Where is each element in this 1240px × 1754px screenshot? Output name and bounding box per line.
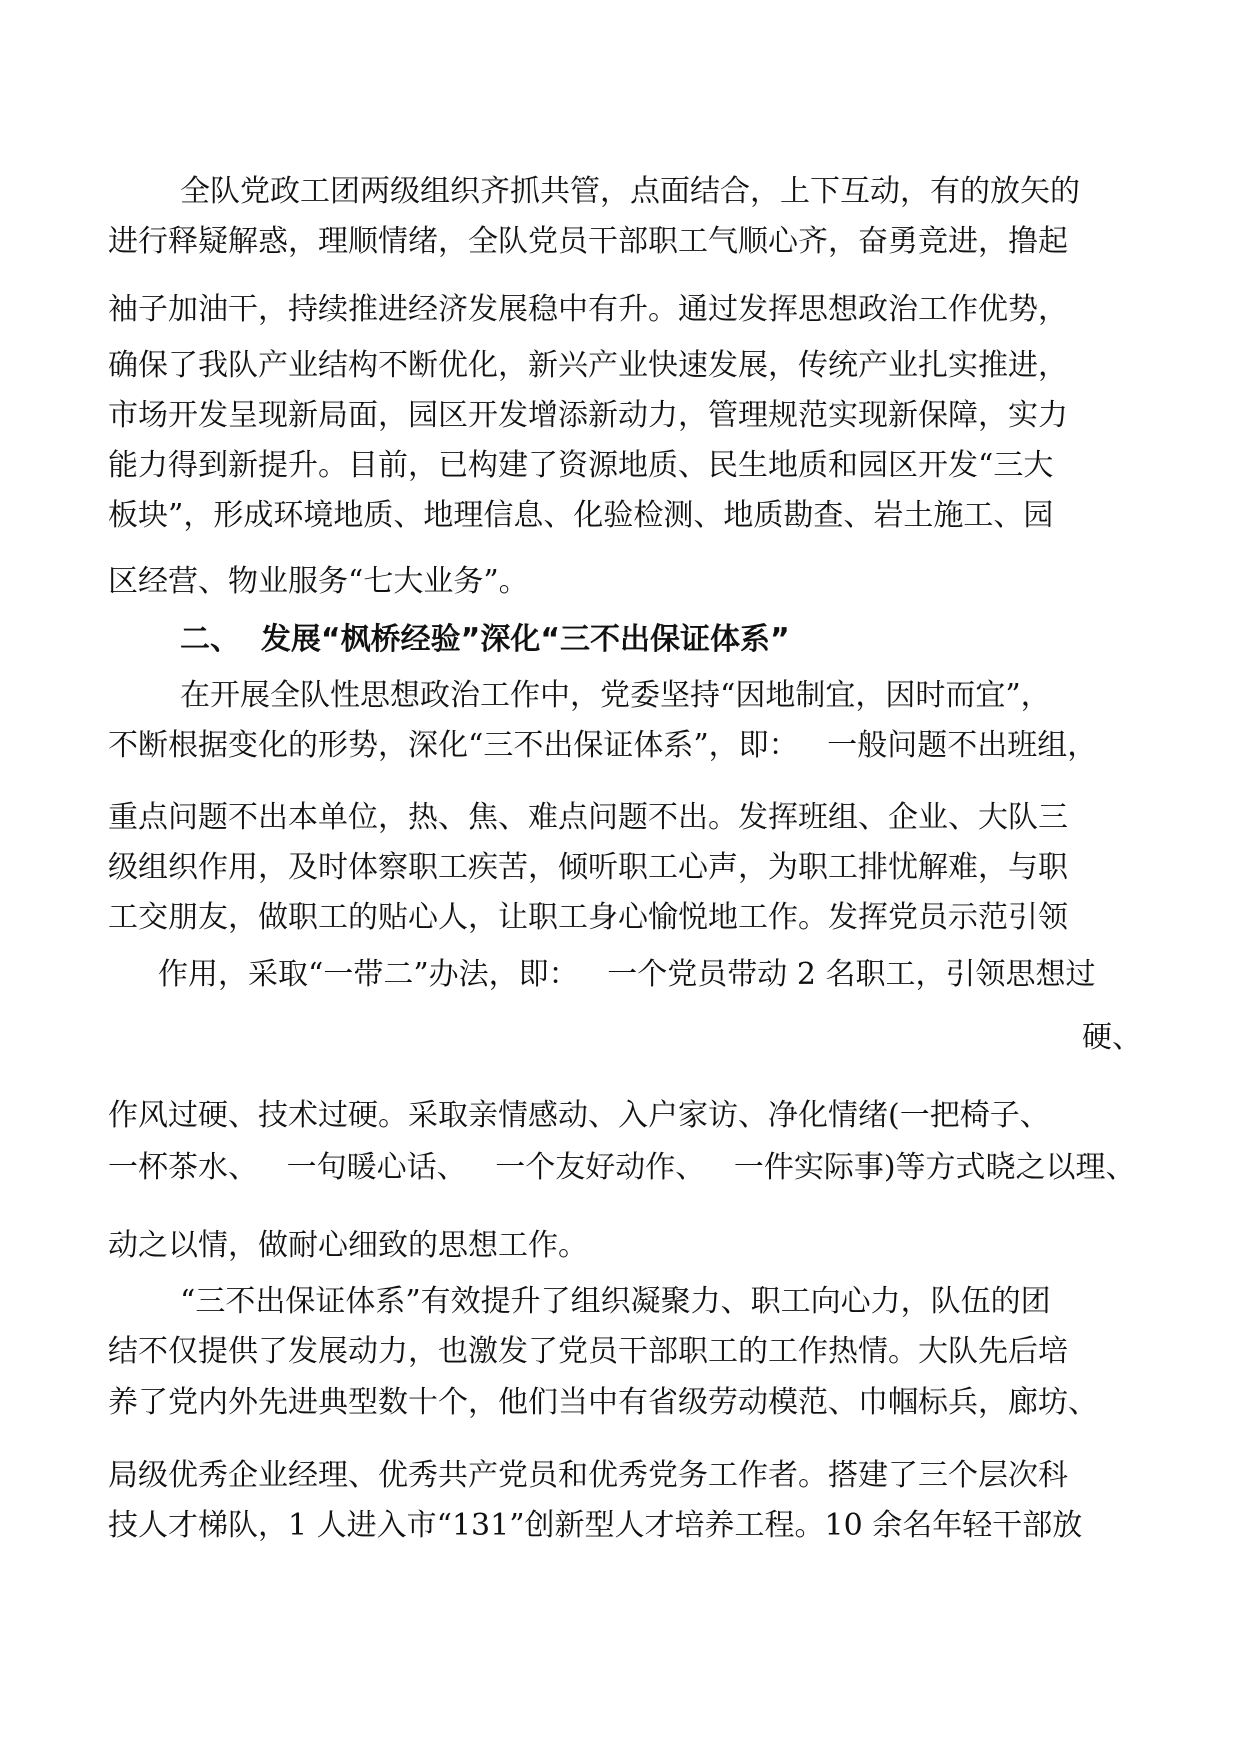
paragraph-line: 动之以情，做耐心细致的思想工作。 [108,1228,588,1263]
section-heading: 二、 发展“枫桥经验”深化“三不出保证体系” [180,622,790,657]
paragraph-line: 袖子加油干，持续推进经济发展稳中有升。通过发挥思想政治工作优势， [108,292,1068,327]
paragraph-line: 养了党内外先进典型数十个，他们当中有省级劳动模范、巾帼标兵，廊坊、 [108,1385,1098,1420]
paragraph-line: 重点问题不出本单位，热、焦、难点问题不出。发挥班组、企业、大队三 [108,800,1068,835]
paragraph-line: 局级优秀企业经理、优秀共产党员和优秀党务工作者。搭建了三个层次科 [108,1458,1068,1493]
paragraph-line: 硬、 [1082,1020,1142,1055]
paragraph-line: 市场开发呈现新局面，园区开发增添新动力，管理规范实现新保障，实力 [108,398,1068,433]
paragraph-line: 级组织作用，及时体察职工疾苦，倾听职工心声，为职工排忧解难，与职 [108,850,1068,885]
paragraph-line: 一杯茶水、 一句暖心话、 一个友好动作、 一件实际事)等方式晓之以理、 [108,1150,1136,1185]
paragraph-line: 进行释疑解惑，理顺情绪，全队党员干部职工气顺心齐，奋勇竞进，撸起 [108,224,1068,259]
paragraph-line: 区经营、物业服务“七大业务”。 [108,564,529,599]
paragraph-line: 板块”，形成环境地质、地理信息、化验检测、地质勘查、岩土施工、园 [108,498,1054,533]
paragraph-line: 技人才梯队，1 人进入市“131”创新型人才培养工程。10 余名年轻干部放 [108,1508,1083,1543]
paragraph-line: 作用，采取“一带二”办法，即： 一个党员带动 2 名职工，引领思想过 [158,957,1096,992]
paragraph-line: 工交朋友，做职工的贴心人，让职工身心愉悦地工作。发挥党员示范引领 [108,900,1068,935]
paragraph-line: “三不出保证体系”有效提升了组织凝聚力、职工向心力，队伍的团 [180,1284,1051,1319]
paragraph-line: 全队党政工团两级组织齐抓共管，点面结合，上下互动，有的放矢的 [180,174,1080,209]
paragraph-line: 能力得到新提升。目前，已构建了资源地质、民生地质和园区开发“三大 [108,448,1054,483]
paragraph-line: 结不仅提供了发展动力，也激发了党员干部职工的工作热情。大队先后培 [108,1334,1068,1369]
paragraph-line: 在开展全队性思想政治工作中，党委坚持“因地制宜，因时而宜”， [180,678,1051,713]
paragraph-line: 确保了我队产业结构不断优化，新兴产业快速发展，传统产业扎实推进， [108,348,1068,383]
paragraph-line: 作风过硬、技术过硬。采取亲情感动、入户家访、净化情绪(一把椅子、 [108,1098,1050,1133]
paragraph-line: 不断根据变化的形势，深化“三不出保证体系”，即： 一般问题不出班组， [108,728,1098,763]
